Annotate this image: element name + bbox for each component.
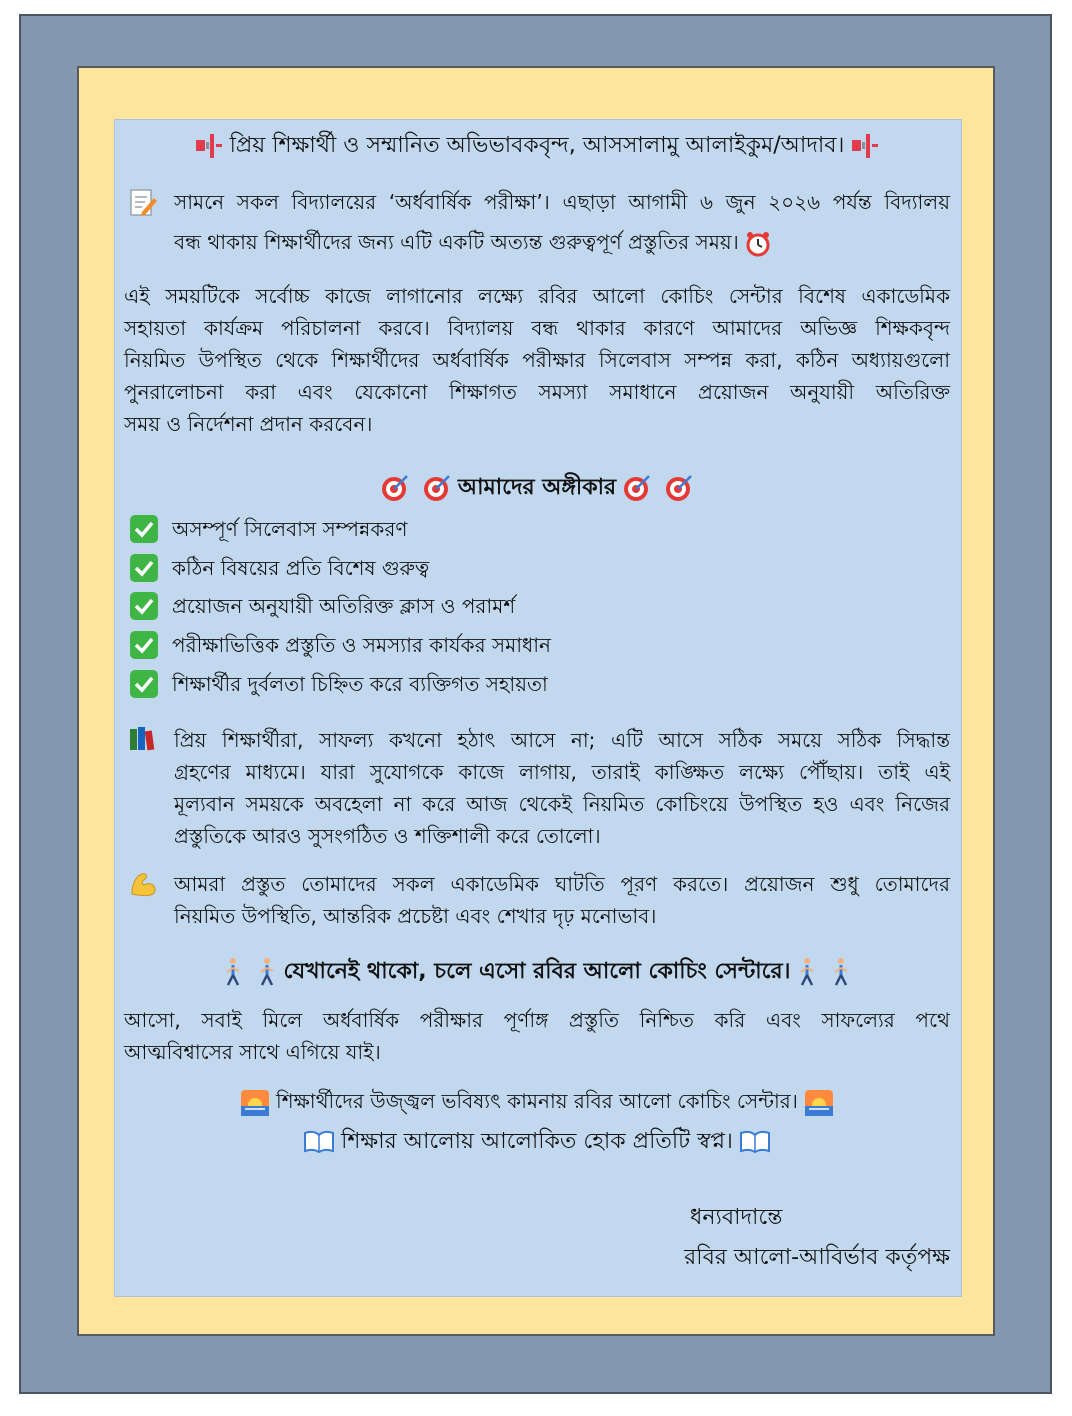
loudspeaker-icon [850, 133, 880, 159]
paragraph1-line-2: সহায়তা কার্যক্রম পরিচালনা করবে। বিদ্যালয় বন্ধ থাকার কারণে আমাদের অভিজ্ঞ শিক্ষকবৃন্দ [124, 316, 950, 340]
pledge-item: শিক্ষার্থীর দুর্বলতা চিহ্নিত করে ব্যক্তিগত সহায়তা [172, 672, 548, 696]
pledge-item: কঠিন বিষয়ের প্রতি বিশেষ গুরুত্ব [172, 556, 430, 580]
greeting-text: প্রিয় শিক্ষার্থী ও সম্মানিত অভিভাবকবৃন্দ, আসসালামু আলাইকুম/আদাব। [229, 133, 845, 158]
wish-line [124, 1085, 950, 1117]
motto-text: শিক্ষার আলোয় আলোকিত হোক প্রতিটি স্বপ্ন। [341, 1129, 733, 1154]
intro-line-1: সামনে সকল বিদ্যালয়ের ‘অর্ধবার্ষিক পরীক্ষা’। এছাড়া আগামী ৬ জুন ২০২৬ পর্যন্ত বিদ্যালয় [174, 190, 950, 214]
books-icon [128, 726, 158, 756]
paragraph2-line-4: প্রস্তুতিকে আরও সুসংগঠিত ও শক্তিশালী করে তোলো। [174, 824, 601, 848]
open-book-icon [739, 1130, 771, 1154]
check-mark-icon [130, 554, 158, 582]
alarm-clock-icon [745, 231, 771, 257]
paragraph1-line-1: এই সময়টিকে সর্বোচ্চ কাজে লাগানোর লক্ষ্যে রবির আলো কোচিং সেন্টার বিশেষ একাডেমিক [124, 284, 950, 308]
intro-line-2-text: বন্ধ থাকায় শিক্ষার্থীদের জন্য এটি একটি অত্যন্ত গুরুত্বপূর্ণ প্রস্তুতির সময়। [174, 230, 739, 254]
direct-hit-icon [422, 473, 452, 503]
check-mark-icon [130, 515, 158, 543]
walking-person-icon [256, 957, 278, 987]
flexed-biceps-icon [128, 870, 158, 902]
closing-signatory: রবির আলো-আবির্ভাব কর্তৃপক্ষ [684, 1245, 950, 1270]
paragraph3-line-2: নিয়মিত উপস্থিতি, আন্তরিক প্রচেষ্টা এবং শেখার দৃঢ় মনোভাব। [174, 904, 657, 928]
wish-text: শিক্ষার্থীদের উজ্জ্বল ভবিষ্যৎ কামনায় রবির আলো কোচিং সেন্টার। [276, 1089, 798, 1113]
call-to-action [124, 956, 950, 988]
paragraph4-line-2: আত্মবিশ্বাসের সাথে এগিয়ে যাই। [124, 1040, 381, 1064]
pledge-item: প্রয়োজন অনুযায়ী অতিরিক্ত ক্লাস ও পরামর্শ [172, 594, 516, 618]
direct-hit-icon [622, 473, 652, 503]
paragraph1-line-4: পুনরালোচনা করা এবং যেকোনো শিক্ষাগত সমস্যা সমাধানে প্রয়োজন অনুযায়ী অতিরিক্ত [124, 380, 950, 404]
walking-person-icon [796, 957, 818, 987]
paragraph1-line-3: নিয়মিত উপস্থিত থেকে শিক্ষার্থীদের অর্ধবার্ষিক পরীক্ষার সিলেবাস সম্পন্ন করা, কঠিন অধ্যায়গুলো [124, 348, 950, 372]
paragraph2-line-1: প্রিয় শিক্ষার্থীরা, সাফল্য কখনো হঠাৎ আসে না; এটি আসে সঠিক সময়ে সঠিক সিদ্ধান্ত [174, 728, 950, 752]
paragraph4-line-1: আসো, সবাই মিলে অর্ধবার্ষিক পরীক্ষার পূর্ণাঙ্গ প্রস্তুতি নিশ্চিত করি এবং সাফল্যের পথে [124, 1008, 950, 1032]
direct-hit-icon [664, 473, 694, 503]
pledge-heading [124, 472, 950, 504]
call-to-action-text: যেখানেই থাকো, চলে এসো রবির আলো কোচিং সেন্টারে। [283, 959, 791, 984]
pledge-item: পরীক্ষাভিত্তিক প্রস্তুতি ও সমস্যার কার্যকর সমাধান [172, 633, 551, 657]
paragraph3-line-1: আমরা প্রস্তুত তোমাদের সকল একাডেমিক ঘাটতি পূরণ করতে। প্রয়োজন শুধু তোমাদের [174, 872, 950, 896]
open-book-icon [303, 1130, 335, 1154]
paragraph1-line-5: সময় ও নির্দেশনা প্রদান করবেন। [124, 412, 373, 436]
intro-line-2 [174, 226, 950, 258]
walking-person-icon [830, 957, 852, 987]
sunrise-icon [804, 1089, 834, 1117]
pledge-item: অসম্পূর্ণ সিলেবাস সম্পন্নকরণ [172, 517, 408, 541]
memo-icon [128, 188, 158, 222]
closing-thanks: ধন্যবাদান্তে [690, 1205, 783, 1230]
paragraph2-line-2: গ্রহণের মাধ্যমে। যারা সুযোগকে কাজে লাগায়, তারাই কাঙ্ক্ষিত লক্ষ্যে পৌঁছায়। তাই এই [174, 760, 950, 784]
loudspeaker-icon [194, 133, 224, 159]
sunrise-icon [240, 1089, 270, 1117]
check-mark-icon [130, 592, 158, 620]
check-mark-icon [130, 670, 158, 698]
check-mark-icon [130, 631, 158, 659]
greeting-line [124, 130, 950, 162]
walking-person-icon [222, 957, 244, 987]
direct-hit-icon [380, 473, 410, 503]
pledge-heading-text: আমাদের অঙ্গীকার [457, 475, 617, 500]
motto-line [124, 1126, 950, 1158]
paragraph2-line-3: মূল্যবান সময়কে অবহেলা না করে আজ থেকেই নিয়মিত কোচিংয়ে উপস্থিত হও এবং নিজের [174, 792, 950, 816]
